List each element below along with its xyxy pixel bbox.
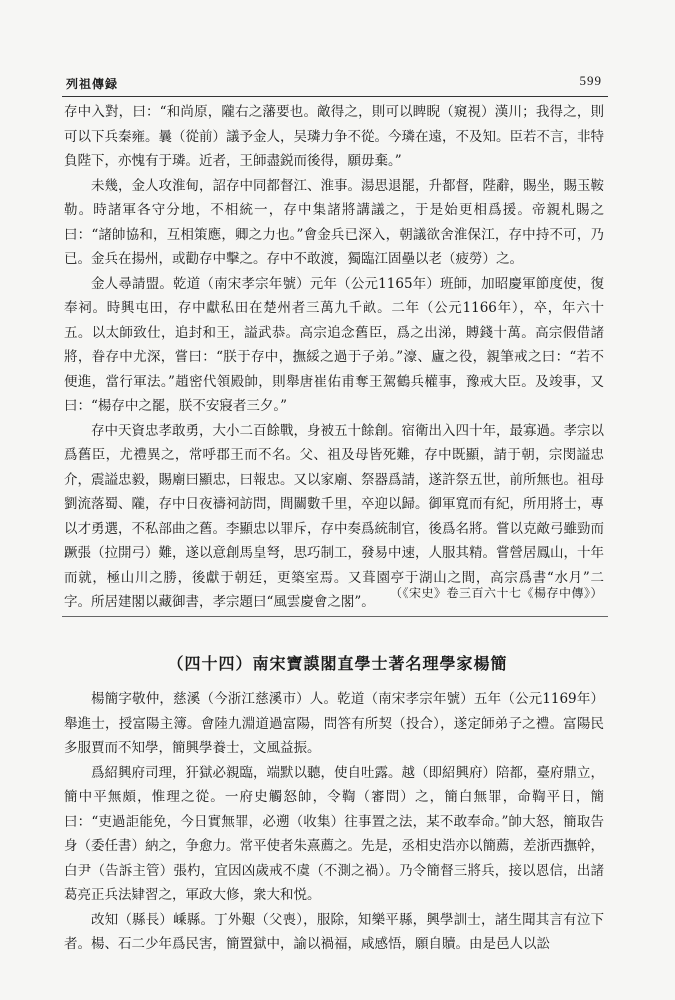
paragraph: 爲紹興府司理，犴獄必親臨，端默以聽，使自吐露。越（即紹興府）陪都，臺府鼎立，簡中平無頗，惟理之從。一府史觸怒帥，令鞫（審問）之，簡白無罪，命鞫平日，簡曰：“吏過詎能免，今日實無罪，必遡（收集）往事置之法，某不敢奉命。”帥大怒，簡取告身（委任書）納之，争愈力。常平使者朱熹薦之。先是，丞相史浩亦以簡薦，差浙西撫幹，白尹（告訴主管）張杓，宜因凶歲戒不虞（不測之禍）。乃令簡督三將兵，接以恩信，出諸葛亮正兵法肄習之，軍政大修，衆大和悦。	[64, 764, 604, 903]
section2-body	[64, 687, 604, 957]
page-number: 599	[579, 73, 602, 88]
running-header	[66, 73, 602, 93]
source-citation: （《宋史》卷三百六十七《楊存中傳》）	[389, 586, 603, 600]
paragraph: 金人尋請盟。乾道（南宋孝宗年號）元年（公元1165年）班師，加昭慶軍節度使，復奉祠。時興屯田，存中獻私田在楚州者三萬九千畝。二年（公元1166年），卒，年六十五。以太師致仕，追封和王，謚武恭。高宗追念舊臣，爲之出涕，賻錢十萬。高宗假借諸將，眷存中尤深，嘗曰：“朕于存中，撫綏之過于子弟。”濠、廬之役，親筆戒之曰：“若不便進，當行軍法。”趙密代領殿帥，則舉唐崔佑甫奪王駕鶴兵權事，豫戒大臣。及竣事，又曰：“楊存中之罷，朕不安寢者三夕。”	[64, 275, 604, 414]
paragraph: 未幾，金人攻淮甸，詔存中同都督江、淮事。湯思退罷，升都督，陛辭，賜坐，賜玉鞍勒。時諸軍各守分地，不相統一，存中集諸將講議之，于是始更相爲援。帝親札賜之曰：“諸帥協和，互相策應，卿之力也。”會金兵已深入，朝議欲舍淮保江，存中持不可，乃已。金兵在揚州，或勸存中擊之。存中不敢渡，獨臨江固壘以老（疲勞）之。	[64, 177, 604, 267]
header-rule	[62, 96, 608, 97]
paragraph: 存中入對，曰：“和尚原，隴右之藩要也。敵得之，則可以睥睨（窺視）漢川；我得之，則可以下兵秦雍。曩（從前）議予金人，吴璘力争不從。今璘在遠，不及知。臣若不言，非特負陛下，亦愧有于璘。近者，王師盡鋭而後得，願毋棄。”	[64, 104, 604, 169]
book-title: 列祖傳録	[66, 77, 119, 91]
section1-body	[64, 100, 604, 615]
paragraph: 存中天資忠孝敢勇，大小二百餘戰，身被五十餘創。宿衛出入四十年，最寡過。孝宗以爲舊臣，尤禮異之，常呼郡王而不名。父、祖及母皆死難，存中既顯，請于朝，宗閔謚忠介，震謚忠毅，賜廟曰顯忠，曰報忠。又以家廟、祭器爲請，遂許祭五世，前所無也。祖母劉流落蜀、隴，存中日夜禱祠訪問，間關數千里，卒迎以歸。御軍寬而有紀，所用將士，專以才勇選，不私部曲之舊。李顯忠以罪斥，存中奏爲統制官，後爲名將。嘗以克敵弓雖勁而蹶張（拉開弓）難，遂以意創馬皇弩，思巧制工，發易中速，人服其精。嘗營居鳳山，十年而就，極山川之勝，後獻于朝廷，更築室焉。又葺園亭于湖山之間，高宗爲書“水月”二字。所居建閣以藏御書，孝宗題曰“風雲慶會之閣”。	[64, 422, 604, 610]
section-divider	[62, 616, 608, 617]
paragraph: 改知（縣長）嵊縣。丁外艱（父喪），服除，知樂平縣，興學訓士，諸生聞其言有泣下者。楊、石二少年爲民害，簡置獄中，諭以禍福，咸感悟，願自贖。由是邑人以訟	[64, 911, 604, 952]
section-title: （四十四）南宋寶謨閣直學士著名理學家楊簡	[167, 654, 508, 673]
paragraph: 楊簡字敬仲，慈溪（今浙江慈溪市）人。乾道（南宋孝宗年號）五年（公元1169年）舉進士，授富陽主簿。會陸九淵道過富陽，問答有所契（投合），遂定師弟子之禮。富陽民多服賈而不知學，簡興學養士，文風益振。	[64, 691, 604, 756]
